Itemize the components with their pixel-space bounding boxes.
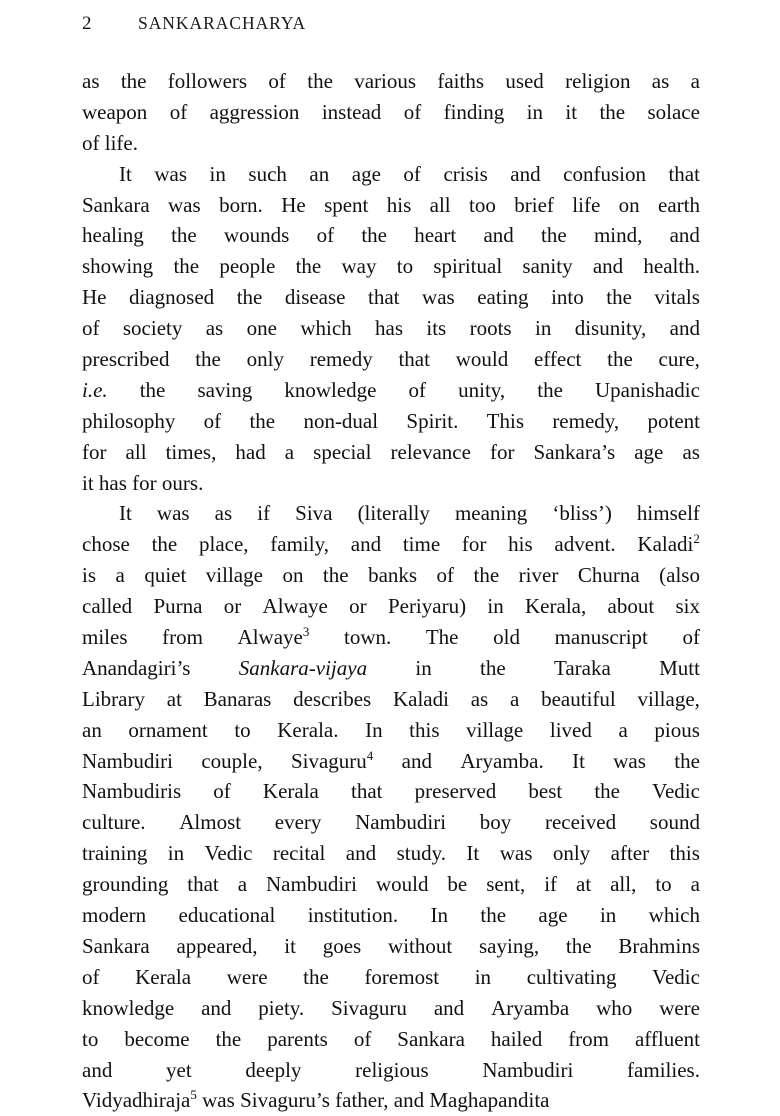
text-line: Sankara appeared, it goes without saying, the Brahmins [82,933,700,958]
body-text [82,66,700,1116]
text-line: and yet deeply religious Nambudiri families. [82,1057,700,1082]
text-line: prescribed the only remedy that would effect the cure, [82,347,700,372]
text-line: of Kerala were the foremost in cultivating Vedic [82,964,700,989]
text-line: it has for ours. [82,470,204,495]
text-line: culture. Almost every Nambudiri boy received sound [82,810,700,835]
text-line: training in Vedic recital and study. It was only after this [82,841,700,866]
text-line: healing the wounds of the heart and the mind, and [82,223,700,248]
text-line: of life. [82,130,138,155]
text-line: grounding that a Nambudiri would be sent, if at all, to a [82,872,700,897]
text-line: Vidyadhiraja$^5$ was Sivaguru’s father, and Maghapandita [82,1087,550,1113]
text-line: to become the parents of Sankara hailed from affluent [82,1026,700,1051]
text-line: of society as one which has its roots in disunity, and [82,316,700,341]
page-number: 2 [82,13,92,34]
text-line: Anandagiri’s Sankara-vijaya in the Taraka Mutt [82,655,700,680]
text-line: Nambudiris of Kerala that preserved best the Vedic [82,779,700,804]
text-line: It was as if Siva (literally meaning ‘bliss’) himself [119,501,700,526]
text-line: Nambudiri couple, Sivaguru$^4$ and Aryamba. It was the [82,747,700,773]
text-line: It was in such an age of crisis and confusion that [119,161,700,186]
text-line: miles from Alwaye$^3$ town. The old manuscript of [82,624,700,650]
text-line: philosophy of the non-dual Spirit. This remedy, potent [82,408,700,433]
running-title: SANKARACHARYA [138,13,307,33]
text-line: knowledge and piety. Sivaguru and Aryamba who were [82,995,700,1020]
text-line: called Purna or Alwaye or Periyaru) in Kerala, about six [82,594,700,619]
text-line: Library at Banaras describes Kaladi as a beautiful village, [82,686,700,711]
text-line: as the followers of the various faiths used religion as a [82,69,700,93]
text-line: modern educational institution. In the age in which [82,903,700,928]
text-line: for all times, had a special relevance for Sankara’s age as [82,439,700,464]
text-line: is a quiet village on the banks of the river Churna (also [82,563,700,588]
text-line: showing the people the way to spiritual sanity and health. [82,254,700,279]
running-head [82,14,700,42]
text-line: an ornament to Kerala. In this village lived a pious [82,717,700,742]
text-line: chose the place, family, and time for his advent. Kaladi$^2$ [82,531,700,557]
text-line: He diagnosed the disease that was eating into the vitals [82,285,700,310]
text-line: Sankara was born. He spent his all too brief life on earth [82,192,700,217]
text-line: i.e. the saving knowledge of unity, the Upanishadic [82,377,700,402]
text-line: weapon of aggression instead of finding in it the solace [82,99,700,124]
